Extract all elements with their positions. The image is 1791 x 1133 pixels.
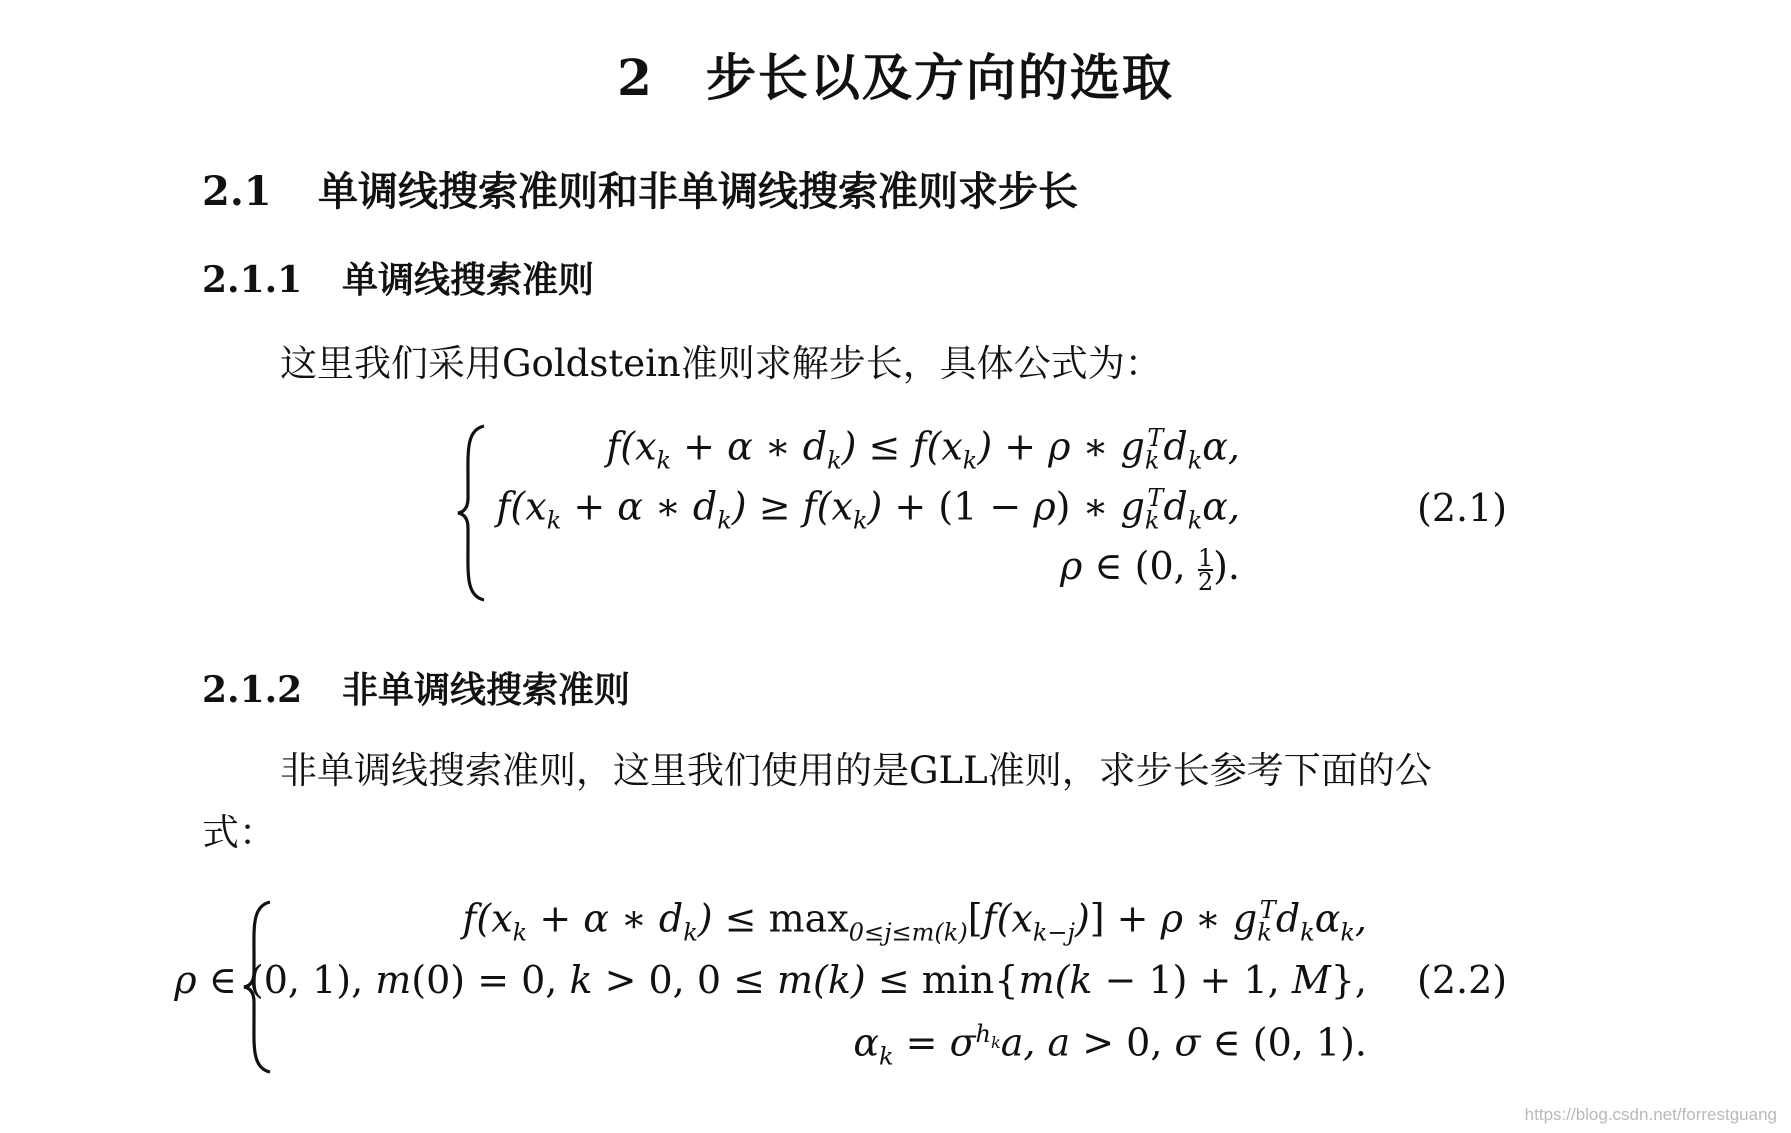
subsubsection-heading-1 <box>202 252 594 303</box>
section-heading <box>0 38 1791 110</box>
section-title: 步长以及方向的选取 <box>705 48 1174 107</box>
watermark: https://blog.csdn.net/forrestguang <box>1524 1105 1777 1124</box>
paragraph-1-text: 这里我们采用Goldstein准则求解步长，具体公式为： <box>280 342 1162 385</box>
section-number: 2 <box>617 48 654 107</box>
equation-2-2-line-1: $f(x_k + \alpha$ ∗ $d_k) \le \max_{0\le j\le m(k)}[f(x_{k-j})] + \rho$ ∗ $g_k^Td_k\alpha_k$, <box>462 896 1367 947</box>
subsubsection-title-2: 非单调线搜索准则 <box>342 669 631 711</box>
subsection-number: 2.1 <box>202 168 272 215</box>
subsubsection-title-1: 单调线搜索准则 <box>342 259 595 301</box>
equation-2-2-line-3: $\alpha_k = \sigma^{h_k}a$, a > 0, σ ∈ (0, 1). <box>853 1020 1367 1071</box>
paragraph-2-text: 非单调线搜索准则，这里我们使用的是GLL准则，求步长参考下面的公式： <box>202 749 1432 854</box>
subsection-heading <box>202 160 1078 217</box>
paragraph-1 <box>202 333 1502 395</box>
subsubsection-number-2: 2.1.2 <box>202 669 303 711</box>
equation-2-1-lines <box>496 424 1240 604</box>
paragraph-2 <box>202 740 1502 864</box>
equation-2-1-line-2: $f(x_k + \alpha$ ∗ $d_k) \ge f(x_k) + (1 - \rho)$ ∗ $g_k^Td_k\alpha$, <box>496 484 1240 535</box>
equation-number-2-2: (2.2) <box>1417 958 1508 1002</box>
left-brace-2-1 <box>454 422 490 604</box>
equation-2-1-line-1: $f(x_k + \alpha$ ∗ $d_k) \le f(x_k) + \rho$ ∗ $g_k^Td_k\alpha$, <box>606 424 1240 475</box>
equation-number-2-1: (2.1) <box>1417 486 1508 530</box>
subsection-title: 单调线搜索准则和非单调线搜索准则求步长 <box>318 168 1078 215</box>
subsubsection-heading-2 <box>202 662 630 713</box>
equation-2-1-line-3: ρ ∈ (0, $\frac{1}{2}$ ). <box>1060 543 1240 596</box>
subsubsection-number-1: 2.1.1 <box>202 259 303 301</box>
equation-2-2-line-2: ρ ∈ (0, 1), m(0) = 0, k > 0, 0 ≤ m(k) ≤ min{m(k − 1) + 1, M}, <box>174 958 1367 1002</box>
equation-2-2-lines <box>174 896 1367 1076</box>
